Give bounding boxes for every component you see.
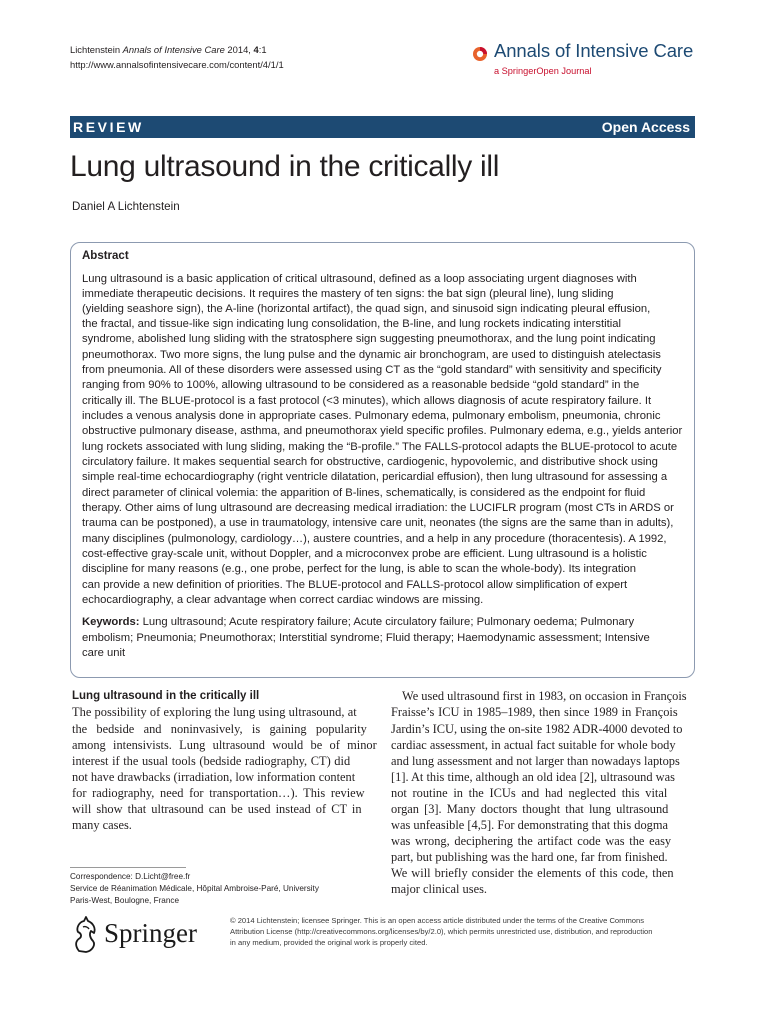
correspondence-affiliation: Paris-West, Boulogne, France — [70, 896, 180, 905]
body-line-right: was wrong, deciphering the artifact code was the easy — [391, 834, 672, 848]
abstract-line: lung rockets associated with lung sliding, making the “B-profile.” The FALLS-protocol adapts the BLUE-protocol to acute — [82, 441, 678, 453]
body-line-right: and lung assessment and not larger than nowadays laptops — [391, 754, 680, 768]
citation-volume: 4 — [253, 44, 259, 55]
abstract-line: can provide a new definition of priorities. The BLUE-protocol and FALLS-protocol allow simplification of expert — [82, 579, 628, 591]
journal-brand-subtitle: a SpringerOpen Journal — [494, 66, 592, 76]
body-line-right: [1]. At this time, although an old idea [2], ultrasound was — [391, 770, 675, 784]
body-line-left: for radiography, need for transportation…). This review — [72, 786, 365, 800]
annals-logo-icon — [472, 46, 488, 62]
keywords-line: care unit — [82, 647, 126, 659]
article-type-label: REVIEW — [73, 119, 144, 135]
open-access-label: Open Access — [601, 119, 690, 135]
body-line-right: part, but publishing was the hard one, far from finished. — [391, 850, 668, 864]
abstract-line: many disciplines (pulmonology, cardiology…), austere countries, and a help in any procedure (thoracentesis). A 1992, — [82, 533, 667, 545]
body-line-left: The possibility of exploring the lung using ultrasound, at — [72, 705, 357, 719]
abstract-line: the fractal, and tissue-like sign indicating lung consolidation, the B-line, and lung rockets indicating interstitial — [82, 318, 622, 330]
body-line-right: We used ultrasound first in 1983, on occasion in François — [402, 689, 687, 703]
article-url[interactable]: http://www.annalsofintensivecare.com/content/4/1/1 — [70, 59, 284, 70]
abstract-line: discipline for many reasons (e.g., one probe, perfect for the lung, is able to scan the whole-body). Its integration — [82, 563, 637, 575]
body-line-left: the bedside and noninvasively, is gaining popularity — [72, 722, 367, 736]
body-line-right: Fraisse’s ICU in 1985–1989, then since 1989 in François — [391, 705, 678, 719]
abstract-line: trauma can be postponed), a use in traumatology, intensive care unit, neonates (the signs are the same than in adults), — [82, 517, 674, 529]
license-line: in any medium, provided the original work is properly cited. — [230, 938, 428, 947]
article-author: Daniel A Lichtenstein — [72, 200, 180, 213]
abstract-line: immediate therapeutic decisions. It requires the mastery of ten signs: the bat sign (pleural line), lung sliding — [82, 288, 614, 300]
abstract-line: direct parameter of clinical volemia: the apparition of B-lines, schematically, is considered as the endpoint for fluid — [82, 487, 646, 499]
body-line-right: We will briefly consider the elements of this code, then — [391, 866, 674, 880]
citation-line — [70, 42, 284, 57]
abstract-line: obstructive pulmonary disease, asthma, and pneumothorax yield specific profiles. Pulmonary edema, e.g., yields anterior — [82, 425, 683, 437]
abstract-line: (yielding seashore sign), the A-line (horizontal artifact), the quad sign, and sinusoid sign indicating pleural effusion, — [82, 303, 651, 315]
keywords-line: embolism; Pneumonia; Pneumothorax; Interstitial syndrome; Fluid therapy; Haemodynamic assessment; Intensive — [82, 632, 650, 644]
correspondence-divider — [70, 867, 186, 868]
keywords-line — [82, 616, 634, 628]
abstract-heading: Abstract — [82, 250, 129, 262]
journal-name: Annals of Intensive Care — [122, 44, 225, 55]
article-type-banner — [70, 116, 695, 138]
article-title: Lung ultrasound in the critically ill — [70, 150, 500, 183]
correspondence-line — [70, 872, 190, 881]
body-line-left: not have drawbacks (irradiation, low information content — [72, 770, 356, 784]
body-line-right: Jardin’s ICU, using the on-site 1982 ADR-4000 devoted to — [391, 722, 683, 736]
body-line-left: among intensivists. Lung ultrasound would be of minor — [72, 738, 377, 752]
license-line: © 2014 Lichtenstein; licensee Springer. This is an open access article distributed under the terms of the Creative Commons — [230, 916, 645, 925]
abstract-line: critically ill. The BLUE-protocol is a fast protocol (<3 minutes), which allows diagnosis of acute respiratory failure. It — [82, 395, 652, 407]
body-line-right: was unfeasible [4,5]. For demonstrating that this dogma — [391, 818, 669, 832]
body-line-left: interest if the usual tools (bedside radiography, CT) did — [72, 754, 351, 768]
springer-logo — [70, 916, 220, 956]
body-line-right: organ [3]. Many doctors thought that lung ultrasound — [391, 802, 669, 816]
body-line-left: many cases. — [72, 818, 132, 832]
abstract-line: includes a venous analysis done in appropriate cases. Pulmonary edema, pulmonary embolism, pneumonia, chronic — [82, 410, 661, 422]
running-header — [70, 42, 284, 72]
abstract-line: from pneumonia. All of these disorders were assessed using CT as the “gold standard” with sensitivity and specificity — [82, 364, 662, 376]
abstract-line: ranging from 90% to 100%, allowing ultrasound to be considered as a reasonable bedside “gold standard” in the — [82, 379, 640, 391]
keywords-label: Keywords: — [82, 616, 140, 628]
abstract-line: circulatory failure. It makes sequential search for obstructive, cardiogenic, hypovolemic, and distributive shock using — [82, 456, 658, 468]
correspondence-email[interactable]: D.Licht@free.fr — [135, 872, 191, 881]
abstract-line: simple real-time echocardiography (right ventricle dilatation, pericardial effusion), then lung ultrasound for assessing a — [82, 471, 668, 483]
body-line-right: cardiac assessment, in actual fact suitable for whole body — [391, 738, 676, 752]
abstract-line: cost-effective gray-scale unit, without Doppler, and a microconvex probe are efficient. Lung ultrasound is a holistic — [82, 548, 647, 560]
abstract-line: syndrome, abolished lung sliding with the stratosphere sign suggesting pneumothorax, and the lung point indicating — [82, 333, 656, 345]
abstract-line: Lung ultrasound is a basic application of critical ultrasound, defined as a loop associating urgent diagnoses with — [82, 273, 637, 285]
springer-horse-icon — [70, 916, 100, 954]
correspondence-label: Correspondence: — [70, 872, 136, 881]
abstract-line: echocardiography, a clear advantage when correct cardiac windows are missing. — [82, 594, 484, 606]
body-line-right: not routine in the ICUs and had neglected this vital — [391, 786, 668, 800]
keywords-text: Lung ultrasound; Acute respiratory failure; Acute circulatory failure; Pulmonary oedema; Pulmonary — [139, 616, 635, 628]
license-line: Attribution License (http://creativecommons.org/licenses/by/2.0), which permits unrestricted use, distribution, and reproduction — [230, 927, 653, 936]
abstract-line: therapy. Other aims of lung ultrasound are decreasing medical irradiation: the LUCIFLR program (most CTs in ARDS or — [82, 502, 674, 514]
springer-wordmark: Springer — [104, 918, 197, 948]
section-heading: Lung ultrasound in the critically ill — [72, 690, 260, 702]
body-line-left: will show that ultrasound can be used instead of CT in — [72, 802, 362, 816]
correspondence-affiliation: Service de Réanimation Médicale, Hôpital Ambroise-Paré, University — [70, 884, 319, 893]
citation-issue: :1 — [258, 44, 267, 55]
journal-brand-name: Annals of Intensive Care — [494, 40, 694, 61]
abstract-line: pneumothorax. Two more signs, the lung pulse and the dynamic air bronchogram, are used to distinguish atelectasis — [82, 349, 661, 361]
body-line-right: major clinical uses. — [391, 882, 487, 896]
citation-year: 2014, — [227, 44, 251, 55]
citation-author: Lichtenstein — [70, 44, 121, 55]
